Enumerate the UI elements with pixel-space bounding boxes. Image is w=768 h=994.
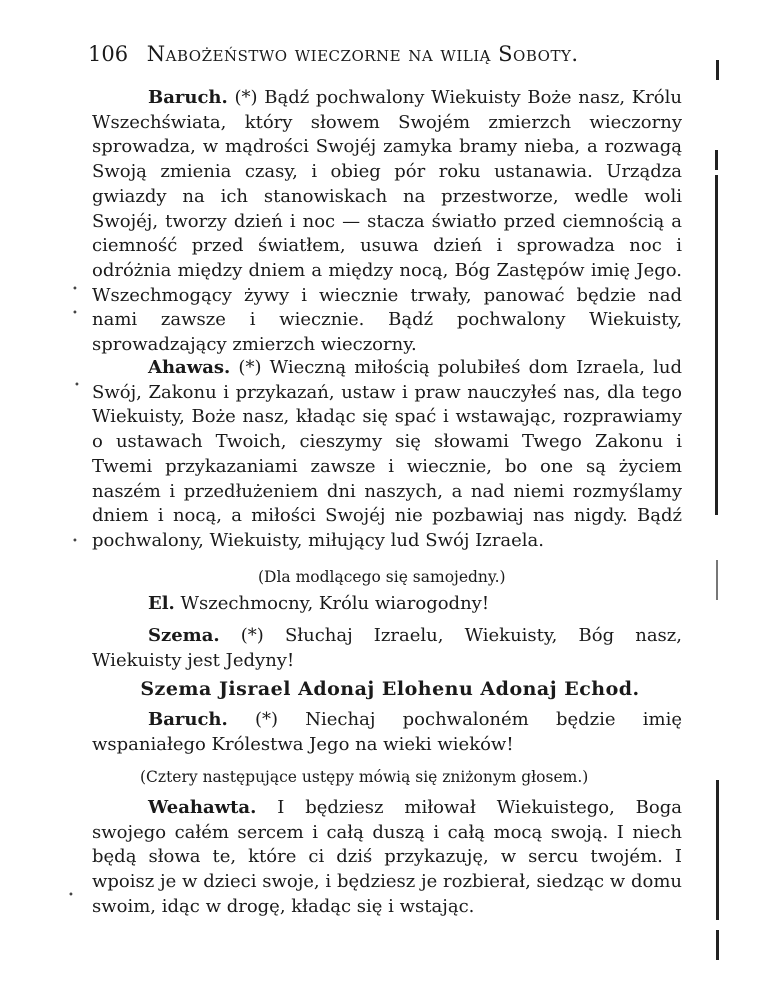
paragraph-lead: Weahawta. [148,797,257,818]
scan-speck: • [68,890,74,901]
scan-edge-mark [715,175,718,515]
paragraph-text: (*) Słuchaj Izraelu, Wiekuisty, Bóg nasz, Wiekuisty jest Jedyny! [92,625,682,671]
scan-edge-mark [715,150,718,170]
running-title: Nabożeństwo wieczorne na wilią Soboty. [146,42,579,66]
scan-speck: • [74,380,80,391]
paragraph-lead: Szema. [148,625,220,646]
scan-speck: • [72,536,78,547]
paragraph-el [92,592,682,617]
paragraph-lead: Baruch. [148,87,228,108]
rubric-note-2: (Cztery następujące ustępy mówią się zniżonym głosem.) [140,768,589,786]
scan-edge-mark [716,60,719,80]
paragraph-text: (*) Niechaj pochwaloném będzie imię wspaniałego Królestwa Jego na wieki wieków! [92,709,682,755]
paragraph-text: Wszechmocny, Królu wiarogodny! [174,593,490,614]
paragraph-lead: El. [148,593,175,614]
rubric-note-1: (Dla modlącego się samojedny.) [258,568,506,586]
scan-edge-mark [716,930,719,960]
scan-speck: • [72,308,78,319]
paragraph-weahawta [92,796,682,920]
page-number: 106 [88,42,129,66]
scan-edge-mark [716,780,719,920]
paragraph-lead: Ahawas. [148,357,231,378]
paragraph-lead: Baruch. [148,709,228,730]
scan-edge-mark [716,560,718,600]
paragraph-baruch-2 [92,708,682,757]
paragraph-ahawas [92,356,682,554]
paragraph-text: I będziesz miłował Wiekuistego, Boga swojego całém sercem i całą duszą i całą mocą swoją. I niech będą słowa te, które ci dziś przykazuję, w sercu twojém. I wpoisz je w dzieci swoje, i będziesz je rozbierał, siedząc w domu swoim, idąc w drogę, kładąc się i wstając. [92,797,682,917]
szema-hebrew-line: Szema Jisrael Adonaj Elohenu Adonaj Echod. [140,678,640,700]
page-header [88,40,648,68]
paragraph-baruch-1 [92,86,682,358]
scan-speck: • [72,284,78,295]
paragraph-szema [92,624,682,673]
paragraph-text: (*) Bądź pochwalony Wiekuisty Boże nasz, Królu Wszechświata, który słowem Swojém zmierzch wieczorny sprowadza, w mądrości Swojéj zamyka bramy nieba, a rozwagą Swoją zmienia czasy, i obieg pór roku ustanawia. Urządza gwiazdy na ich stanowiskach na przestworze, wedle woli Swojéj, tworzy dzień i noc — stacza światło przed ciemnością a ciemność przed światłem, usuwa dzień i sprowadza noc i odróżnia między dniem a między nocą, Bóg Zastępów imię Jego. Wszechmogący żywy i wiecznie trwały, panować będzie nad nami zawsze i wiecznie. Bądź pochwalony Wiekuisty, sprowadzający zmierzch wieczorny. [92,87,682,356]
paragraph-text: (*) Wieczną miłością polubiłeś dom Izraela, lud Swój, Zakonu i przykazań, ustaw i praw nauczyłeś nas, dla tego Wiekuisty, Boże nasz, kładąc się spać i wstawając, rozprawiamy o ustawach Twoich, cieszymy się słowami Twego Zakonu i Twemi przykazaniami zawsze i wiecznie, bo one są życiem naszém i przedłużeniem dni naszych, a nad niemi rozmyślamy dniem i nocą, a miłości Swojéj nie pozbawiaj nas nigdy. Bądź pochwalony, Wiekuisty, miłujący lud Swój Izraela. [92,357,682,551]
